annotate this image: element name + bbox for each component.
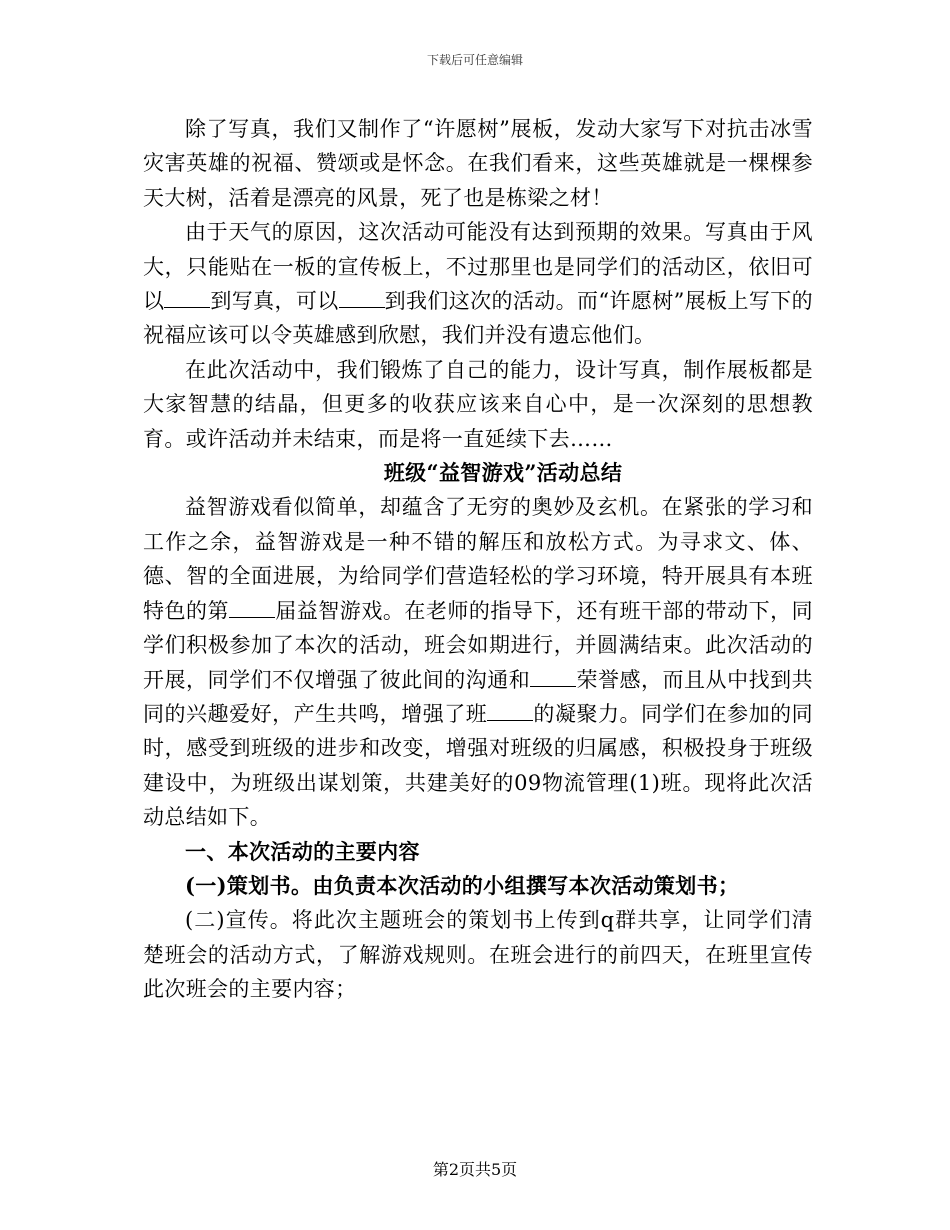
page-number: 第2页共5页 — [432, 1160, 518, 1179]
section-heading-main-content: 一、本次活动的主要内容 — [185, 838, 420, 864]
paragraph-intro-part-2: 届益智游戏。在老师的指导下，还有班干部的带动下，同学们积极参加了本次的活动，班会如期进行，并圆满结束。此次活动的开展，同学们不仅增强了彼此间的沟通和 — [143, 598, 814, 692]
item-publicity: (二)宣传。将此次主题班会的策划书上传到q群共享，让同学们清楚班会的活动方式，了解游戏规则。在班会进行的前四天，在班里宣传此次班会的主要内容； — [143, 908, 813, 1002]
paragraph-weather — [143, 215, 813, 353]
paragraph-intro-part-1: 益智游戏看似简单，却蕴含了无穷的奥妙及玄机。在紧张的学习和工作之余，益智游戏是一种不错的解压和放松方式。为寻求文、体、德、智的全面进展，为给同学们营造轻松的学习环境，特开展具有本班特色的第 — [143, 495, 813, 623]
header-note: 下载后可任意编辑 — [426, 53, 523, 67]
fill-blank — [487, 700, 533, 721]
paragraph-weather-part-1: 由于天气的原因，这次活动可能没有达到预期的效果。写真由于风大，只能贴在一板的宣传板上，不过那里也是同学们的活动区，依旧可以 — [143, 220, 813, 314]
fill-blank — [164, 287, 210, 308]
fill-blank — [339, 287, 385, 308]
paragraph-wish-tree: 除了写真，我们又制作了“许愿树”展板，发动大家写下对抗击冰雪灾害英雄的祝福、赞颂或是怀念。在我们看来，这些英雄就是一棵棵参天大树，活着是漂亮的风景，死了也是栋梁之材！ — [143, 117, 813, 210]
document-body — [143, 112, 813, 1007]
paragraph-intro-part-4: 的凝聚力。同学们在参加的同时，感受到班级的进步和改变，增强对班级的归属感，积极投身于班级建设中，为班级出谋划策，共建美好的09物流管理(1)班。现将此次活动总结如下。 — [143, 701, 813, 830]
paragraph-weather-part-2: 到写真，可以 — [210, 289, 339, 314]
paragraph-weather-part-3: 到我们这次的活动。而“许愿树”展板上写下的祝福应该可以令英雄感到欣慰，我们并没有遗忘他们。 — [143, 289, 813, 348]
section-title: 班级“益智游戏”活动总结 — [383, 460, 623, 486]
paragraph-intro-part-3: 荣誉感，而且从中找到共同的兴趣爱好，产生共鸣，增强了班 — [143, 667, 813, 726]
paragraph-intro — [143, 490, 813, 834]
paragraph-reflection: 在此次活动中，我们锻炼了自己的能力，设计写真，制作展板都是大家智慧的结晶，但更多的收获应该来自心中，是一次深刻的思想教育。或许活动并未结束，而是将一直延续下去…… — [143, 357, 813, 451]
item-planning: (一)策划书。由负责本次活动的小组撰写本次活动策划书； — [185, 872, 740, 898]
fill-blank — [229, 597, 275, 618]
fill-blank — [530, 666, 576, 687]
